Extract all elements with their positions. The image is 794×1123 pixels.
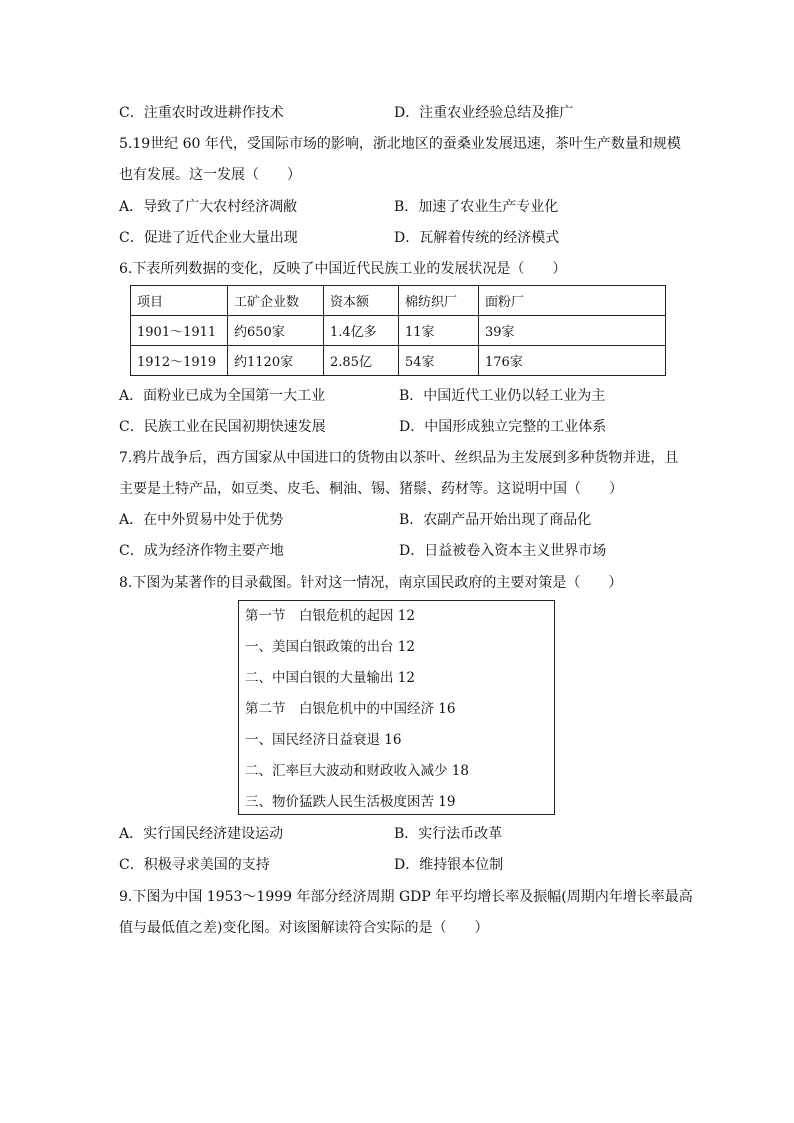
table-cell: 11家 [399,316,479,346]
table-row [131,346,666,376]
table-header-cell: 棉纺织厂 [399,286,479,316]
q4-option-d: D．注重农业经验总结及推广 [394,105,574,121]
toc-entry: 一、国民经济日益衰退 16 [245,732,402,748]
q6-stem: 6.下表所列数据的变化，反映了中国近代民族工业的发展状况是（ ） [119,261,567,277]
table-cell: 2.85亿 [324,346,399,376]
q9-stem-line-2: 值与最低值之差)变化图。对该图解读符合实际的是（ ） [119,920,489,936]
q6-option-c: C．民族工业在民国初期快速发展 [119,419,326,435]
toc-entry: 一、美国白银政策的出台 12 [245,639,415,655]
table-row [131,316,666,346]
q6-option-a: A．面粉业已成为全国第一大工业 [119,388,326,404]
q4-option-c: C．注重农时改进耕作技术 [119,105,284,121]
q7-option-c: C．成为经济作物主要产地 [119,543,284,559]
table-header-cell: 项目 [131,286,228,316]
q6-option-d: D．中国形成独立完整的工业体系 [399,419,607,435]
table-cell: 1901～1911 [131,316,228,346]
q8-option-d: D．维持银本位制 [394,857,504,873]
q5-option-b: B．加速了农业生产专业化 [394,199,559,215]
q9-stem-line-1: 9.下图为中国 1953～1999 年部分经济周期 GDP 年平均增长率及振幅(周期内年增长率最高 [119,889,693,905]
table-header-cell: 资本额 [324,286,399,316]
q7-option-d: D．日益被卷入资本主义世界市场 [399,543,607,559]
table-cell: 176家 [479,346,666,376]
q7-option-b: B．农副产品开始出现了商品化 [399,512,592,528]
q7-stem-line-1: 7.鸦片战争后，西方国家从中国进口的货物由以茶叶、丝织品为主发展到多种货物并进，且 [119,450,679,466]
table-cell: 约1120家 [228,346,324,376]
q8-option-c: C．积极寻求美国的支持 [119,857,270,873]
q5-stem-line-1: 5.19世纪 60 年代，受国际市场的影响，浙北地区的蚕桑业发展迅速，茶叶生产数量和规模 [119,136,681,152]
q8-option-a: A．实行国民经济建设运动 [119,826,284,842]
table-header-cell: 面粉厂 [479,286,666,316]
q5-option-c: C．促进了近代企业大量出现 [119,230,298,246]
toc-entry: 第一节 白银危机的起因 12 [245,608,415,624]
table-cell: 约650家 [228,316,324,346]
table-cell: 54家 [399,346,479,376]
q5-stem-line-2: 也有发展。这一发展（ ） [119,167,301,183]
q6-option-b: B．中国近代工业仍以轻工业为主 [399,388,606,404]
q7-option-a: A．在中外贸易中处于优势 [119,512,284,528]
table-header-cell: 工矿企业数 [228,286,324,316]
q8-table-of-contents [238,600,555,815]
q5-option-a: A．导致了广大农村经济凋敝 [119,199,298,215]
q6-data-table [130,285,666,376]
toc-entry: 二、汇率巨大波动和财政收入减少 18 [245,763,469,779]
q5-option-d: D．瓦解着传统的经济模式 [394,230,560,246]
table-cell: 1912～1919 [131,346,228,376]
table-cell: 39家 [479,316,666,346]
toc-entry: 二、中国白银的大量输出 12 [245,670,415,686]
q7-stem-line-2: 主要是土特产品，如豆类、皮毛、桐油、锡、猪鬃、药材等。这说明中国（ ） [119,481,623,497]
toc-entry: 第二节 白银危机中的中国经济 16 [245,701,456,717]
table-header-row [131,286,666,316]
q8-option-b: B．实行法币改革 [394,826,503,842]
toc-entry: 三、物价猛跌人民生活极度困苦 19 [245,794,456,810]
q8-stem: 8.下图为某著作的目录截图。针对这一情况，南京国民政府的主要对策是（ ） [119,575,623,591]
table-cell: 1.4亿多 [324,316,399,346]
